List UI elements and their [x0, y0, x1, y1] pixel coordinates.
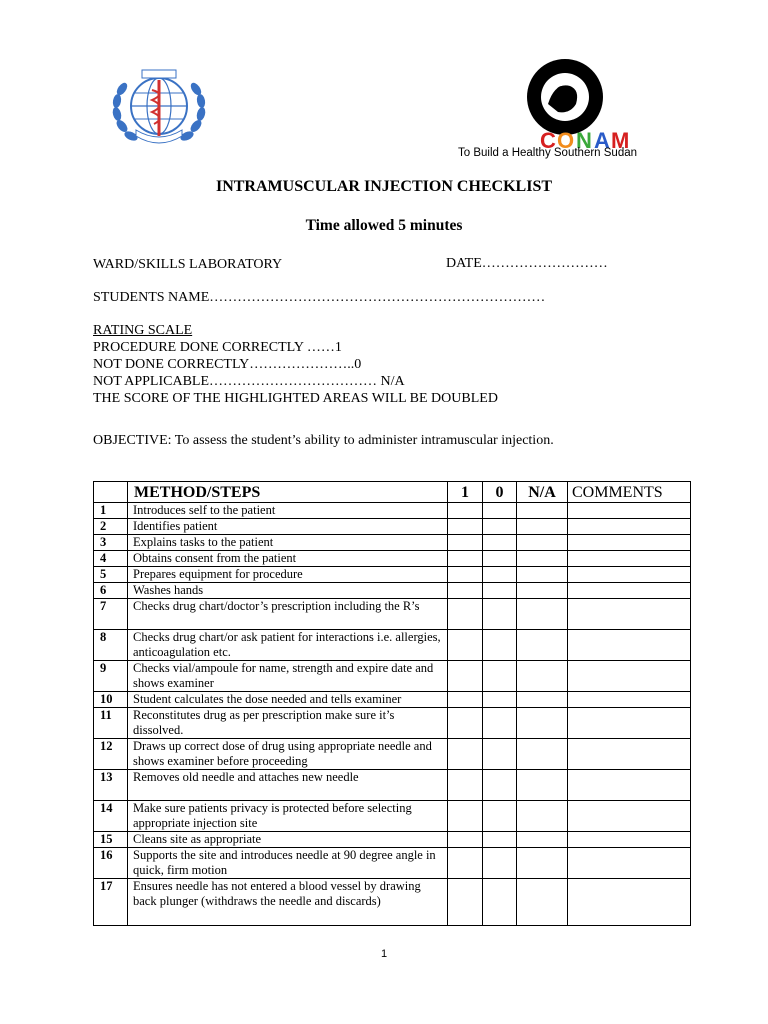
svg-text:O: O [557, 128, 575, 152]
step-text: Prepares equipment for procedure [128, 567, 448, 583]
score-1-cell[interactable] [448, 661, 483, 692]
step-number: 8 [94, 630, 128, 661]
comments-cell[interactable] [568, 832, 691, 848]
comments-cell[interactable] [568, 503, 691, 519]
score-1-cell[interactable] [448, 535, 483, 551]
score-0-cell[interactable] [483, 770, 517, 801]
score-1-cell[interactable] [448, 567, 483, 583]
header-number [94, 482, 128, 503]
ward-label: WARD/SKILLS LABORATORY [93, 257, 283, 272]
step-text: Explains tasks to the patient [128, 535, 448, 551]
comments-cell[interactable] [568, 551, 691, 567]
table-row [94, 770, 691, 801]
table-row [94, 567, 691, 583]
score-na-cell[interactable] [517, 551, 568, 567]
score-1-cell[interactable] [448, 519, 483, 535]
score-na-cell[interactable] [517, 708, 568, 739]
step-text: Washes hands [128, 583, 448, 599]
score-1-cell[interactable] [448, 848, 483, 879]
table-row [94, 535, 691, 551]
step-text: Student calculates the dose needed and tells examiner [128, 692, 448, 708]
svg-text:N: N [576, 128, 592, 152]
checklist-table [93, 481, 691, 926]
score-na-cell[interactable] [517, 599, 568, 630]
step-text: Obtains consent from the patient [128, 551, 448, 567]
step-text: Draws up correct dose of drug using appropriate needle and shows examiner before proceeding [128, 739, 448, 770]
step-number: 13 [94, 770, 128, 801]
rating-item: NOT APPLICABLE……………………………… N/A [93, 374, 405, 389]
step-number: 9 [94, 661, 128, 692]
table-row [94, 519, 691, 535]
score-na-cell[interactable] [517, 661, 568, 692]
score-1-cell[interactable] [448, 708, 483, 739]
score-0-cell[interactable] [483, 567, 517, 583]
rating-scale-title: RATING SCALE [93, 323, 193, 338]
step-number: 7 [94, 599, 128, 630]
comments-cell[interactable] [568, 583, 691, 599]
score-na-cell[interactable] [517, 832, 568, 848]
step-number: 4 [94, 551, 128, 567]
score-na-cell[interactable] [517, 848, 568, 879]
table-row [94, 551, 691, 567]
step-text: Checks drug chart/or ask patient for interactions i.e. allergies, anticoagulation etc. [128, 630, 448, 661]
score-1-cell[interactable] [448, 630, 483, 661]
table-row [94, 583, 691, 599]
rating-item: PROCEDURE DONE CORRECTLY ……1 [93, 340, 342, 355]
score-na-cell[interactable] [517, 583, 568, 599]
table-row [94, 599, 691, 630]
comments-cell[interactable] [568, 801, 691, 832]
score-na-cell[interactable] [517, 630, 568, 661]
table-row [94, 661, 691, 692]
rating-item: NOT DONE CORRECTLY…………………..0 [93, 357, 362, 372]
step-text: Reconstitutes drug as per prescription make sure it’s dissolved. [128, 708, 448, 739]
step-text: Removes old needle and attaches new needle [128, 770, 448, 801]
table-row [94, 832, 691, 848]
score-0-cell[interactable] [483, 832, 517, 848]
score-0-cell[interactable] [483, 848, 517, 879]
document-title: INTRAMUSCULAR INJECTION CHECKLIST [215, 178, 553, 195]
score-1-cell[interactable] [448, 599, 483, 630]
table-row [94, 630, 691, 661]
rating-item: THE SCORE OF THE HIGHLIGHTED AREAS WILL BE DOUBLED [93, 391, 498, 406]
step-text: Make sure patients privacy is protected before selecting appropriate injection site [128, 801, 448, 832]
ministry-of-health-emblem [108, 66, 210, 150]
svg-text:M: M [611, 128, 630, 152]
step-number: 2 [94, 519, 128, 535]
score-na-cell[interactable] [517, 739, 568, 770]
score-0-cell[interactable] [483, 630, 517, 661]
comments-cell[interactable] [568, 519, 691, 535]
score-1-cell[interactable] [448, 801, 483, 832]
score-na-cell[interactable] [517, 770, 568, 801]
logo-caption: To Build a Healthy Southern Sudan [458, 147, 638, 159]
score-1-cell[interactable] [448, 739, 483, 770]
score-na-cell[interactable] [517, 519, 568, 535]
comments-cell[interactable] [568, 630, 691, 661]
header-score-na: N/A [517, 482, 568, 503]
score-0-cell[interactable] [483, 879, 517, 926]
step-number: 11 [94, 708, 128, 739]
score-na-cell[interactable] [517, 692, 568, 708]
comments-cell[interactable] [568, 692, 691, 708]
comments-cell[interactable] [568, 535, 691, 551]
score-na-cell[interactable] [517, 801, 568, 832]
score-0-cell[interactable] [483, 519, 517, 535]
step-number: 1 [94, 503, 128, 519]
score-0-cell[interactable] [483, 708, 517, 739]
header-score-0: 0 [483, 482, 517, 503]
step-number: 5 [94, 567, 128, 583]
step-number: 6 [94, 583, 128, 599]
step-text: Ensures needle has not entered a blood vessel by drawing back plunger (withdraws the needle and discards) [128, 879, 448, 926]
score-0-cell[interactable] [483, 535, 517, 551]
step-text: Checks vial/ampoule for name, strength and expire date and shows examiner [128, 661, 448, 692]
table-row [94, 708, 691, 739]
score-1-cell[interactable] [448, 551, 483, 567]
table-row [94, 848, 691, 879]
objective-text: OBJECTIVE: To assess the student’s ability to administer intramuscular injection. [93, 433, 554, 448]
score-0-cell[interactable] [483, 801, 517, 832]
comments-cell[interactable] [568, 770, 691, 801]
score-na-cell[interactable] [517, 879, 568, 926]
step-text: Introduces self to the patient [128, 503, 448, 519]
table-row [94, 801, 691, 832]
score-0-cell[interactable] [483, 661, 517, 692]
score-0-cell[interactable] [483, 551, 517, 567]
conam-college-logo [500, 52, 650, 152]
date-field: DATE……………………… [446, 256, 608, 271]
step-number: 12 [94, 739, 128, 770]
score-na-cell[interactable] [517, 535, 568, 551]
comments-cell[interactable] [568, 708, 691, 739]
header-score-1: 1 [448, 482, 483, 503]
score-1-cell[interactable] [448, 692, 483, 708]
svg-text:C: C [540, 128, 556, 152]
table-row [94, 879, 691, 926]
step-text: Supports the site and introduces needle at 90 degree angle in quick, firm motion [128, 848, 448, 879]
score-na-cell[interactable] [517, 503, 568, 519]
step-text: Identifies patient [128, 519, 448, 535]
comments-cell[interactable] [568, 599, 691, 630]
header-method-steps: METHOD/STEPS [128, 482, 448, 503]
step-number: 15 [94, 832, 128, 848]
svg-text:A: A [594, 128, 610, 152]
step-text: Checks drug chart/doctor’s prescription including the R’s [128, 599, 448, 630]
score-0-cell[interactable] [483, 503, 517, 519]
table-row [94, 739, 691, 770]
comments-cell[interactable] [568, 739, 691, 770]
step-number: 3 [94, 535, 128, 551]
comments-cell[interactable] [568, 848, 691, 879]
step-text: Cleans site as appropriate [128, 832, 448, 848]
score-na-cell[interactable] [517, 567, 568, 583]
score-0-cell[interactable] [483, 692, 517, 708]
score-1-cell[interactable] [448, 832, 483, 848]
score-0-cell[interactable] [483, 599, 517, 630]
score-1-cell[interactable] [448, 583, 483, 599]
comments-cell[interactable] [568, 879, 691, 926]
students-name-field: STUDENTS NAME……………………………………………………………… [93, 290, 546, 305]
score-0-cell[interactable] [483, 583, 517, 599]
score-1-cell[interactable] [448, 503, 483, 519]
comments-cell[interactable] [568, 567, 691, 583]
step-number: 16 [94, 848, 128, 879]
table-row [94, 692, 691, 708]
score-1-cell[interactable] [448, 879, 483, 926]
page-number: 1 [380, 948, 388, 960]
step-number: 10 [94, 692, 128, 708]
time-allowed: Time allowed 5 minutes [305, 217, 463, 234]
step-number: 14 [94, 801, 128, 832]
table-header-row [94, 482, 691, 503]
score-0-cell[interactable] [483, 739, 517, 770]
header-comments: COMMENTS [568, 482, 691, 503]
table-row [94, 503, 691, 519]
comments-cell[interactable] [568, 661, 691, 692]
step-number: 17 [94, 879, 128, 926]
score-1-cell[interactable] [448, 770, 483, 801]
